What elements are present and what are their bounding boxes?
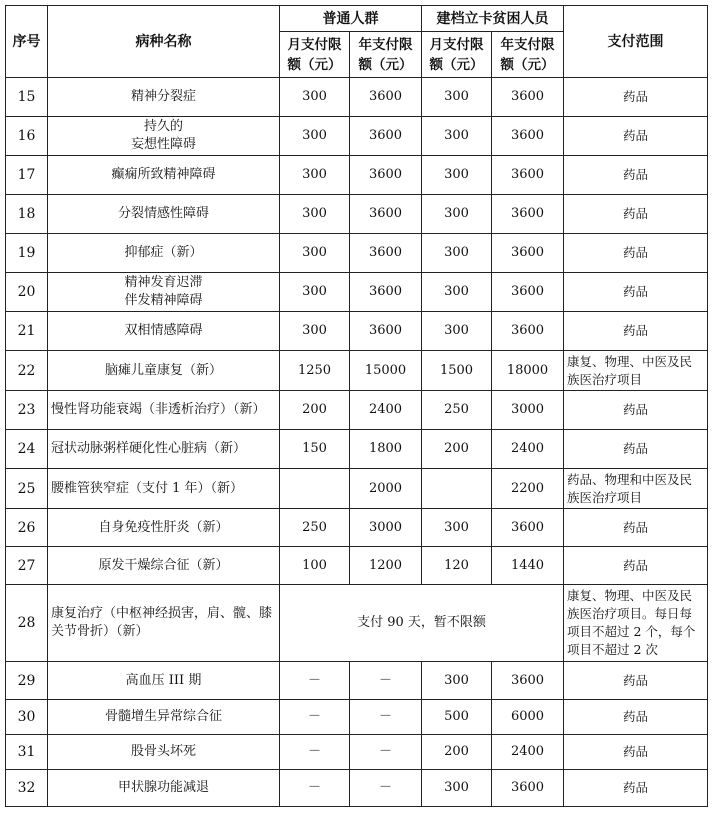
row-general-month-limit-text: 250 — [302, 519, 327, 535]
row-general-year-limit-text: 3600 — [368, 89, 403, 104]
row-general-year-limit-text: － — [378, 709, 392, 724]
row-general-month-limit — [280, 509, 350, 547]
row-seq — [6, 735, 48, 770]
table-row — [6, 273, 708, 312]
row-scope — [564, 735, 708, 770]
row-merged-limit-note — [280, 585, 564, 662]
row-poor-year-limit — [492, 700, 564, 735]
row-disease-name-text: 癫痫所致精神障碍 — [111, 167, 216, 182]
table-row — [6, 700, 708, 735]
row-general-month-limit-text: 300 — [302, 128, 327, 143]
row-general-month-limit — [280, 430, 350, 469]
row-general-year-limit-text: 3600 — [368, 284, 403, 299]
row-seq — [6, 273, 48, 312]
row-poor-year-limit — [492, 351, 564, 391]
row-general-year-limit-text: 3600 — [368, 167, 403, 182]
row-seq — [6, 770, 48, 807]
row-disease-name — [48, 234, 280, 273]
row-disease-name-text: 原发干燥综合征（新） — [98, 557, 229, 573]
row-seq-text: 15 — [17, 89, 36, 105]
row-general-year-limit — [350, 273, 422, 312]
row-disease-name-text: 抑郁症（新） — [124, 245, 203, 260]
row-poor-year-limit-text: 3600 — [510, 780, 545, 795]
row-general-month-limit-text: 200 — [302, 402, 327, 417]
row-poor-month-limit — [422, 117, 492, 156]
header-poor-group: 建档立卡贫困人员 — [422, 6, 564, 32]
row-seq-text: 30 — [17, 709, 36, 725]
row-poor-year-limit — [492, 78, 564, 117]
row-disease-name — [48, 469, 280, 509]
row-poor-year-limit-text: 3600 — [510, 128, 545, 143]
row-general-month-limit-text: 1250 — [297, 362, 332, 378]
row-poor-year-limit-text: 3600 — [510, 245, 545, 260]
row-disease-name-text: 慢性肾功能衰竭（非透析治疗）（新） — [51, 402, 266, 417]
row-scope — [564, 509, 708, 547]
row-poor-month-limit — [422, 547, 492, 585]
row-seq — [6, 117, 48, 156]
row-disease-name — [48, 117, 280, 156]
row-scope-text: 药品 — [622, 441, 648, 456]
row-general-month-limit — [280, 312, 350, 351]
row-general-month-limit — [280, 735, 350, 770]
row-seq — [6, 509, 48, 547]
row-scope — [564, 700, 708, 735]
row-poor-year-limit-text: 18000 — [506, 362, 549, 378]
row-disease-name-text: 康复治疗（中枢神经损害，肩、髋、膝关节骨折）（新） — [51, 606, 273, 639]
row-seq-text: 29 — [17, 672, 36, 689]
row-general-month-limit-text: 300 — [302, 323, 327, 338]
row-scope-text: 药品 — [622, 744, 648, 759]
row-poor-year-limit — [492, 273, 564, 312]
table-row — [6, 662, 708, 700]
row-seq-text: 24 — [17, 441, 36, 457]
row-disease-name — [48, 391, 280, 430]
row-poor-year-limit-text: 2400 — [510, 744, 545, 759]
header-general-month-limit: 月支付限 额（元） — [280, 32, 350, 78]
row-poor-month-limit — [422, 469, 492, 509]
row-general-year-limit — [350, 700, 422, 735]
row-disease-name — [48, 735, 280, 770]
row-general-month-limit-text: 300 — [302, 89, 327, 104]
row-disease-name-text: 股骨头坏死 — [130, 744, 196, 759]
row-seq-text: 18 — [17, 206, 36, 222]
header-general-group: 普通人群 — [280, 6, 422, 32]
header-general-year-limit: 年支付限 额（元） — [350, 32, 422, 78]
table-row — [6, 351, 708, 391]
row-scope — [564, 312, 708, 351]
table-row — [6, 735, 708, 770]
row-merged-limit-note-text: 支付 90 天，暂不限额 — [357, 615, 486, 630]
row-disease-name-text: 脑瘫儿童康复（新） — [104, 362, 222, 378]
table-body — [6, 78, 708, 807]
row-poor-month-limit — [422, 156, 492, 195]
row-seq-text: 23 — [17, 402, 36, 418]
row-poor-year-limit — [492, 469, 564, 509]
row-disease-name-text: 双相情感障碍 — [124, 323, 203, 338]
row-poor-month-limit — [422, 700, 492, 735]
row-scope-text: 药品 — [622, 672, 648, 688]
row-poor-year-limit — [492, 430, 564, 469]
row-poor-year-limit-text: 3000 — [510, 402, 545, 417]
row-general-year-limit — [350, 469, 422, 509]
row-disease-name-text: 自身免疫性肝炎（新） — [98, 519, 229, 535]
row-general-year-limit-text: 3600 — [368, 206, 403, 221]
row-general-month-limit-text: 100 — [302, 557, 327, 573]
row-seq — [6, 700, 48, 735]
row-disease-name — [48, 312, 280, 351]
row-poor-month-limit-text: 120 — [444, 557, 469, 573]
row-general-year-limit-text: 3000 — [368, 519, 403, 535]
row-scope-text: 药品 — [622, 709, 648, 724]
row-poor-month-limit-text: 300 — [444, 519, 469, 535]
row-general-year-limit — [350, 195, 422, 234]
row-poor-year-limit-text: 2400 — [510, 441, 545, 456]
row-general-month-limit — [280, 234, 350, 273]
row-general-month-limit — [280, 662, 350, 700]
row-poor-month-limit-text: 200 — [444, 441, 469, 456]
table-row — [6, 156, 708, 195]
row-poor-year-limit-text: 3600 — [510, 672, 545, 688]
row-disease-name — [48, 78, 280, 117]
row-disease-name-text: 精神发育迟滞 伴发精神障碍 — [124, 275, 203, 308]
row-general-month-limit-text: 300 — [302, 167, 327, 182]
row-general-year-limit — [350, 351, 422, 391]
row-seq-text: 21 — [17, 323, 36, 339]
row-general-year-limit-text: 15000 — [364, 362, 407, 378]
payment-table-container — [5, 5, 708, 807]
header-row-1 — [6, 6, 708, 32]
row-poor-year-limit-text: 3600 — [510, 519, 545, 535]
row-disease-name — [48, 700, 280, 735]
row-disease-name — [48, 273, 280, 312]
row-disease-name — [48, 195, 280, 234]
row-poor-month-limit — [422, 430, 492, 469]
row-scope-text: 药品 — [622, 557, 648, 573]
row-poor-year-limit-text: 3600 — [510, 167, 545, 182]
row-general-year-limit-text: 3600 — [368, 128, 403, 143]
row-poor-month-limit-text: 250 — [444, 402, 469, 417]
row-disease-name-text: 冠状动脉粥样硬化性心脏病（新） — [51, 441, 247, 456]
row-general-month-limit-text: 300 — [302, 245, 327, 260]
row-scope — [564, 195, 708, 234]
row-seq — [6, 662, 48, 700]
row-scope-text: 药品 — [622, 245, 648, 260]
row-scope — [564, 234, 708, 273]
row-poor-year-limit — [492, 509, 564, 547]
row-general-month-limit-text: 150 — [302, 441, 327, 456]
row-seq-text: 27 — [17, 557, 36, 574]
row-general-year-limit-text: 2400 — [368, 402, 403, 417]
row-general-year-limit — [350, 770, 422, 807]
header-scope: 支付范围 — [564, 6, 708, 78]
row-general-month-limit — [280, 156, 350, 195]
row-poor-month-limit — [422, 78, 492, 117]
row-poor-year-limit — [492, 312, 564, 351]
row-seq — [6, 469, 48, 509]
row-disease-name-text: 精神分裂症 — [130, 89, 196, 104]
row-seq-text: 32 — [17, 780, 36, 796]
row-scope-text: 药品 — [622, 780, 648, 795]
row-seq-text: 22 — [17, 362, 36, 379]
row-poor-month-limit-text: 300 — [444, 89, 469, 104]
row-general-year-limit-text: 2000 — [368, 480, 403, 496]
row-poor-year-limit — [492, 234, 564, 273]
row-general-year-limit-text: － — [378, 780, 392, 795]
row-general-year-limit — [350, 735, 422, 770]
row-general-year-limit — [350, 312, 422, 351]
row-poor-month-limit-text: 300 — [444, 672, 469, 688]
row-seq — [6, 156, 48, 195]
row-general-year-limit-text: 3600 — [368, 245, 403, 260]
row-general-month-limit-text: 300 — [302, 284, 327, 299]
row-general-month-limit — [280, 469, 350, 509]
row-scope-text: 药品、物理和中医及民族医治疗项目 — [567, 471, 693, 505]
table-row — [6, 312, 708, 351]
row-disease-name — [48, 770, 280, 807]
row-seq-text: 28 — [17, 615, 36, 631]
row-scope — [564, 662, 708, 700]
table-row — [6, 117, 708, 156]
row-scope-text: 康复、物理、中医及民族医治疗项目 — [567, 353, 693, 387]
row-disease-name — [48, 156, 280, 195]
row-poor-year-limit-text: 3600 — [510, 206, 545, 221]
row-poor-year-limit — [492, 662, 564, 700]
row-general-year-limit — [350, 156, 422, 195]
row-seq — [6, 430, 48, 469]
row-poor-month-limit-text: 500 — [444, 709, 469, 724]
row-general-year-limit — [350, 662, 422, 700]
table-row — [6, 234, 708, 273]
row-disease-name-text: 高血压 III 期 — [125, 672, 202, 688]
row-poor-year-limit-text: 2200 — [510, 480, 545, 496]
row-general-month-limit — [280, 195, 350, 234]
row-poor-year-limit — [492, 735, 564, 770]
row-general-month-limit-text: － — [307, 709, 321, 724]
row-scope — [564, 78, 708, 117]
row-scope — [564, 547, 708, 585]
row-seq — [6, 312, 48, 351]
row-poor-year-limit — [492, 547, 564, 585]
row-scope-text: 药品 — [622, 284, 648, 299]
row-scope — [564, 391, 708, 430]
row-poor-month-limit-text: 300 — [444, 284, 469, 299]
row-disease-name-text: 腰椎管狭窄症（支付 1 年）（新） — [51, 480, 244, 496]
row-disease-name-text: 持久的 妄想性障碍 — [130, 119, 196, 152]
row-disease-name — [48, 547, 280, 585]
row-general-month-limit-text: 300 — [302, 206, 327, 221]
row-disease-name-text: 甲状腺功能减退 — [117, 780, 209, 795]
table-row — [6, 547, 708, 585]
row-poor-month-limit — [422, 312, 492, 351]
row-poor-month-limit — [422, 273, 492, 312]
row-seq — [6, 195, 48, 234]
row-scope — [564, 273, 708, 312]
row-scope-text: 康复、物理、中医及民族医治疗项目。每日每项目不超过 2 个，每个项目不超过 2 次 — [567, 588, 696, 657]
row-poor-year-limit — [492, 195, 564, 234]
row-general-month-limit-text: － — [307, 672, 321, 688]
row-poor-year-limit — [492, 117, 564, 156]
row-poor-year-limit — [492, 391, 564, 430]
row-scope — [564, 117, 708, 156]
row-disease-name-text: 骨髓增生异常综合征 — [104, 709, 222, 724]
row-poor-year-limit-text: 3600 — [510, 89, 545, 104]
row-disease-name — [48, 662, 280, 700]
row-disease-name — [48, 430, 280, 469]
row-general-year-limit-text: － — [378, 744, 392, 759]
row-seq — [6, 351, 48, 391]
table-row — [6, 391, 708, 430]
row-poor-year-limit — [492, 156, 564, 195]
row-poor-month-limit — [422, 195, 492, 234]
row-general-year-limit — [350, 391, 422, 430]
row-poor-month-limit — [422, 662, 492, 700]
row-general-year-limit-text: 3600 — [368, 323, 403, 338]
row-general-month-limit — [280, 547, 350, 585]
row-poor-month-limit — [422, 391, 492, 430]
table-row — [6, 509, 708, 547]
row-general-year-limit-text: 1200 — [368, 557, 403, 573]
row-general-month-limit-text: － — [307, 780, 321, 795]
row-poor-month-limit — [422, 509, 492, 547]
row-disease-name-text: 分裂情感性障碍 — [117, 206, 209, 221]
row-general-year-limit — [350, 78, 422, 117]
row-seq — [6, 547, 48, 585]
row-seq-text: 19 — [17, 245, 36, 261]
row-seq — [6, 78, 48, 117]
row-disease-name — [48, 351, 280, 391]
row-general-month-limit — [280, 770, 350, 807]
row-seq-text: 25 — [17, 480, 36, 497]
row-general-month-limit — [280, 391, 350, 430]
row-seq-text: 31 — [17, 744, 36, 760]
row-poor-year-limit — [492, 770, 564, 807]
table-row — [6, 469, 708, 509]
row-seq — [6, 391, 48, 430]
row-poor-month-limit-text: 300 — [444, 128, 469, 143]
row-general-month-limit — [280, 78, 350, 117]
disease-payment-table — [5, 5, 708, 807]
table-row — [6, 78, 708, 117]
row-general-year-limit — [350, 430, 422, 469]
row-scope-text: 药品 — [622, 402, 648, 417]
table-row-rehab — [6, 585, 708, 662]
header-disease-name: 病种名称 — [48, 6, 280, 78]
row-general-month-limit-text: － — [307, 744, 321, 759]
row-general-year-limit — [350, 117, 422, 156]
row-poor-month-limit-text: 300 — [444, 167, 469, 182]
row-general-month-limit — [280, 117, 350, 156]
row-poor-month-limit-text: 300 — [444, 323, 469, 338]
header-poor-year-limit: 年支付限 额（元） — [492, 32, 564, 78]
row-scope — [564, 351, 708, 391]
row-poor-month-limit — [422, 770, 492, 807]
row-general-year-limit — [350, 547, 422, 585]
row-poor-month-limit — [422, 351, 492, 391]
row-scope — [564, 770, 708, 807]
row-poor-year-limit-text: 3600 — [510, 284, 545, 299]
row-general-month-limit — [280, 273, 350, 312]
row-scope — [564, 156, 708, 195]
row-poor-year-limit-text: 3600 — [510, 323, 545, 338]
row-poor-month-limit-text: 300 — [444, 245, 469, 260]
row-seq — [6, 234, 48, 273]
row-general-year-limit — [350, 509, 422, 547]
row-scope — [564, 469, 708, 509]
row-general-month-limit — [280, 700, 350, 735]
row-poor-month-limit — [422, 735, 492, 770]
row-scope-text: 药品 — [622, 519, 648, 535]
table-row — [6, 770, 708, 807]
row-seq-text: 16 — [17, 128, 36, 144]
row-scope-text: 药品 — [622, 128, 648, 143]
row-poor-month-limit — [422, 234, 492, 273]
row-scope-text: 药品 — [622, 323, 648, 338]
table-row — [6, 195, 708, 234]
row-seq-text: 26 — [17, 519, 36, 536]
row-general-year-limit — [350, 234, 422, 273]
row-seq-text: 20 — [17, 284, 36, 300]
row-poor-year-limit-text: 6000 — [510, 709, 545, 724]
table-row — [6, 430, 708, 469]
row-general-year-limit-text: 1800 — [368, 441, 403, 456]
row-scope — [564, 430, 708, 469]
row-general-year-limit-text: － — [378, 672, 392, 688]
header-poor-month-limit: 月支付限 额（元） — [422, 32, 492, 78]
row-poor-month-limit-text: 300 — [444, 206, 469, 221]
row-scope-text: 药品 — [622, 167, 648, 182]
row-seq-text: 17 — [17, 167, 36, 183]
row-poor-month-limit-text: 200 — [444, 744, 469, 759]
row-scope-text: 药品 — [622, 206, 648, 221]
row-general-month-limit — [280, 351, 350, 391]
row-scope-text: 药品 — [622, 89, 648, 104]
row-poor-month-limit-text: 1500 — [439, 362, 474, 378]
row-poor-year-limit-text: 1440 — [510, 557, 545, 573]
row-scope — [564, 585, 708, 662]
row-poor-month-limit-text: 300 — [444, 780, 469, 795]
header-seq: 序号 — [6, 6, 48, 78]
row-seq — [6, 585, 48, 662]
row-disease-name — [48, 585, 280, 662]
row-disease-name — [48, 509, 280, 547]
